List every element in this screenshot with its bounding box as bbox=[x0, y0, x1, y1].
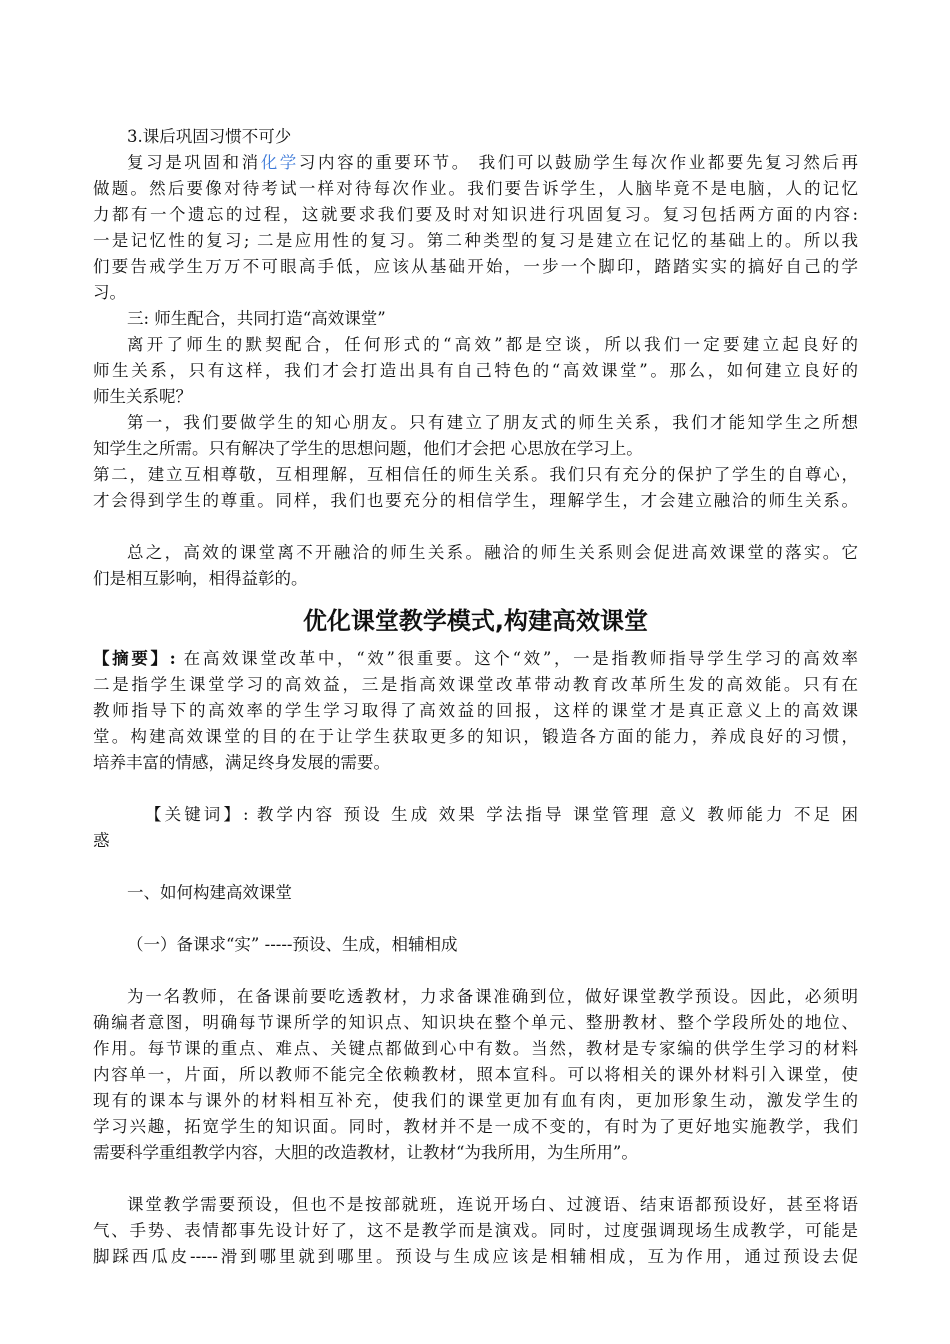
keywords-line: 【关键词】: 教学内容 预设 生成 效果 学法指导 课堂管理 意义 教师能力 不足 困 bbox=[145, 805, 858, 824]
paragraph-line: 做题。然后要像对待考试一样对待每次作业。我们要告诉学生，人脑毕竟不是电脑，人的记忆 bbox=[93, 179, 858, 198]
blank-line bbox=[93, 958, 858, 984]
abstract-line: 教师指导下的高效率的学生学习取得了高效益的回报，这样的课堂才是真正意义上的高效课 bbox=[93, 701, 858, 720]
paragraph-line: 师生关系，只有这样，我们才会打造出具有自己特色的“高效课堂”。那么，如何建立良好的 bbox=[93, 361, 858, 380]
subsection-heading: （一）备课求“实” -----预设、生成，相辅相成 bbox=[127, 935, 458, 954]
paragraph-line: 总之，高效的课堂离不开融洽的师生关系。融洽的师生关系则会促进高效课堂的落实。它 bbox=[127, 543, 858, 562]
paragraph-line: 离开了师生的默契配合，任何形式的“高效”都是空谈，所以我们一定要建立起良好的 bbox=[127, 335, 858, 354]
abstract-line: 二是指学生课堂学习的高效益，三是指高效课堂改革带动教育改革所生发的高效能。只有在 bbox=[93, 675, 858, 694]
paragraph-line: 内容单一，片面，所以教师不能完全依赖教材，照本宣科。可以将相关的课外材料引入课堂，使 bbox=[93, 1065, 858, 1084]
paragraph-line: 们要告戒学生万万不可眼高手低，应该从基础开始，一步一个脚印，踏踏实实的搞好自己的学 bbox=[93, 257, 858, 276]
paragraph-line: 第一，我们要做学生的知心朋友。只有建立了朋友式的师生关系，我们才能知学生之所想 bbox=[127, 413, 858, 432]
abstract-label: 【摘要】: bbox=[93, 649, 176, 668]
paragraph-line: 气、手势、表情都事先设计好了，这不是教学而是演戏。同时，过度强调现场生成教学，可能是 bbox=[93, 1221, 858, 1240]
keywords-line: 惑 bbox=[93, 831, 110, 850]
blank-line bbox=[93, 776, 858, 802]
paragraph-line: 习。 bbox=[93, 283, 126, 302]
section-heading: 三: 师生配合，共同打造“高效课堂” bbox=[127, 309, 386, 328]
section-heading: 3.课后巩固习惯不可少 bbox=[127, 127, 292, 146]
paragraph-line: 现有的课本与课外的材料相互补充，使我们的课堂更加有血有肉，更加形象生动，激发学生的 bbox=[93, 1091, 858, 1110]
highlighted-link-text[interactable]: 化学 bbox=[260, 153, 299, 172]
blank-line bbox=[93, 1166, 858, 1192]
paragraph-line: 脚踩西瓜皮-----滑到哪里就到哪里。预设与生成应该是相辅相成，互为作用，通过预设去促 bbox=[93, 1247, 858, 1266]
paragraph-line: 作用。每节课的重点、难点、关键点都做到心中有数。当然，教材是专家编的供学生学习的材料 bbox=[93, 1039, 858, 1058]
abstract-line: 【摘要】: 在高效课堂改革中，“效”很重要。这个“效”，一是指教师指导学生学习的高效率 bbox=[93, 649, 858, 668]
blank-line bbox=[93, 906, 858, 932]
paragraph-line: 力都有一个遗忘的过程，这就要求我们要及时对知识进行巩固复习。复习包括两方面的内容: bbox=[93, 205, 858, 224]
section-heading: 一、如何构建高效课堂 bbox=[127, 883, 292, 902]
paragraph-line: 为一名教师，在备课前要吃透教材，力求备课准确到位，做好课堂教学预设。因此，必须明 bbox=[127, 987, 858, 1006]
paragraph-line: 需要科学重组教学内容，大胆的改造教材，让教材“为我所用，为生所用”。 bbox=[93, 1143, 638, 1162]
paragraph-line: 师生关系呢？ bbox=[93, 387, 192, 406]
paragraph-line: 们是相互影响，相得益彰的。 bbox=[93, 569, 308, 588]
paragraph-line: 才会得到学生的尊重。同样，我们也要充分的相信学生，理解学生，才会建立融洽的师生关系。 bbox=[93, 491, 858, 510]
abstract-line: 堂。构建高效课堂的目的在于让学生获取更多的知识，锻造各方面的能力，养成良好的习惯， bbox=[93, 727, 858, 746]
abstract-line: 培养丰富的情感，满足终身发展的需要。 bbox=[93, 753, 390, 772]
paragraph-line: 确编者意图，明确每节课所学的知识点、知识块在整个单元、整册教材、整个学段所处的地位、 bbox=[93, 1013, 858, 1032]
paragraph-line: 一是记忆性的复习; 二是应用性的复习。第二种类型的复习是建立在记忆的基础上的。所以我 bbox=[93, 231, 858, 250]
paragraph-line: 第二，建立互相尊敬，互相理解，互相信任的师生关系。我们只有充分的保护了学生的自尊心， bbox=[93, 465, 858, 484]
article-title: 优化课堂教学模式,构建高效课堂 bbox=[302, 607, 649, 635]
paragraph-line: 学习兴趣，拓宽学生的知识面。同时，教材并不是一成不变的，有时为了更好地实施教学，我们 bbox=[93, 1117, 858, 1136]
blank-line bbox=[93, 514, 858, 540]
blank-line bbox=[93, 854, 858, 880]
paragraph-line: 知学生之所需。只有解决了学生的思想问题，他们才会把 心思放在学习上。 bbox=[93, 439, 643, 458]
paragraph-line: 课堂教学需要预设，但也不是按部就班，连说开场白、过渡语、结束语都预设好，甚至将语 bbox=[127, 1195, 858, 1214]
paragraph-line: 复习是巩固和消化学习内容的重要环节。 我们可以鼓励学生每次作业都要先复习然后再 bbox=[127, 153, 858, 172]
document-page bbox=[93, 124, 858, 1270]
